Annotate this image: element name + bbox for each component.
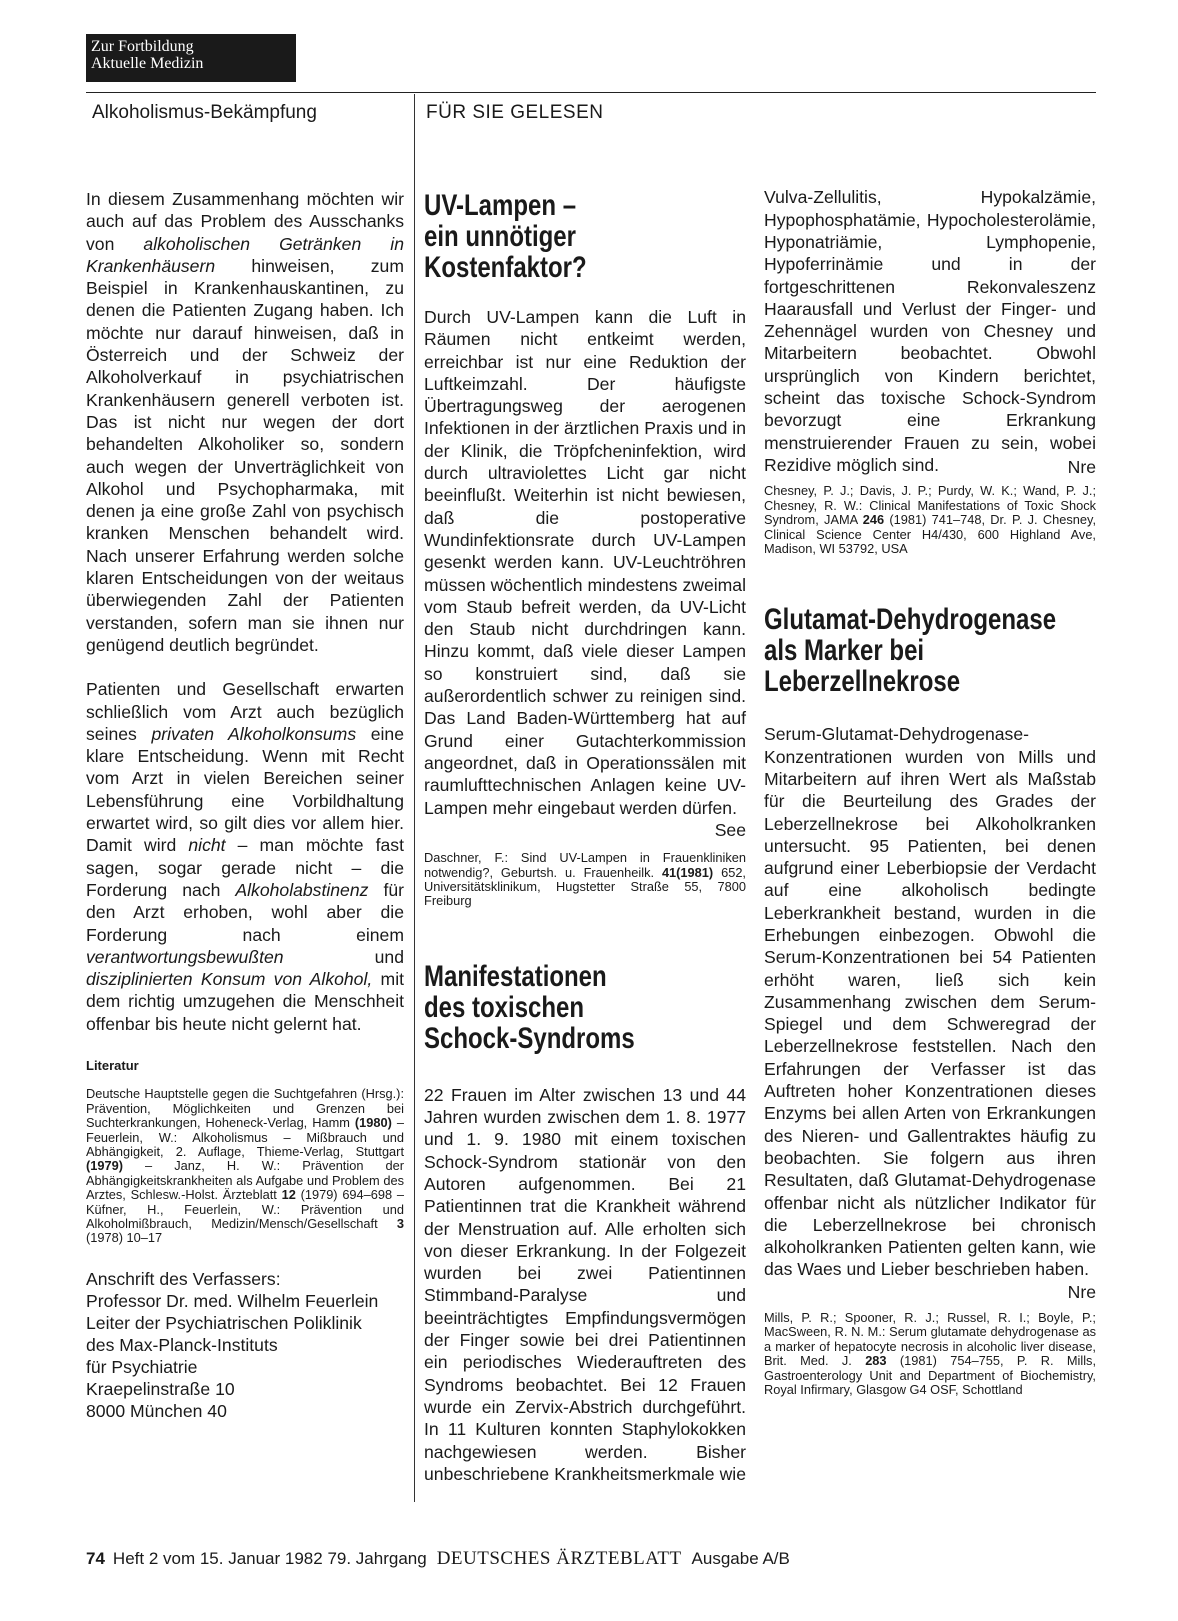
badge-line-1: Zur Fortbildung [91,38,194,55]
address-line: für Psychiatrie [86,1356,198,1377]
header-rule [86,92,1096,93]
section-title-right: FÜR SIE GELESEN [426,102,604,123]
edition: Ausgabe A/B [691,1549,790,1568]
author-sign: Nre [1067,1281,1096,1302]
body-paragraph: Patienten und Gesellschaft erwarten schließlich vom Arzt auch bezüglich seines privaten Alkoholkonsums eine klare Entscheidung. Wenn mit Recht vom Arzt in vielen Bereichen seiner Lebensführung eine Vorbildhaltung erwartet wird, so gilt dies vor allem hier. Damit wird nicht – man möchte fast sagen, sogar gerade nicht – die Forderung nach Alkoholabstinenz für den Arzt erhoben, wohl aber die Forderung nach einem verantwortungsbewußten und disziplinierten Konsum von Alkohol, mit dem richtig umzugehen die Menschheit offenbar bis heute nicht gelernt hat. [86,679,405,1034]
journal-name: DEUTSCHES ÄRZTEBLATT [436,1548,682,1569]
page-number: 74 [86,1549,105,1568]
article-body-glutamat: Serum-Glutamat-Dehydrogenase-Konzentrationen wurden von Mills und Mitarbeitern auf ihren Wert als Maßstab für die Beurteilung des Grades der Leberzellnekrose bei Alkoholkranken untersucht. 95 Patienten, bei denen aufgrund einer Leberbiopsie der Verdacht auf eine alkoholisch bedingte Leberkrankheit bestand, wurden in die Erhebungen einbezogen. Obwohl die Serum-Konzentrationen bei 54 Patienten erhöht waren, ließ sich kein Zusammenhang zwischen dem Serum-Spiegel und dem Schweregrad der Leberzellnekrose feststellen. Nach den Erfahrungen der Verfasser ist das Auftreten hoher Konzentrationen dieses Enzyms bei allen Arten von Erkrankungen des Nieren- und Gallentraktes häufig zu beobachten. Sie folgern aus ihren Resultaten, daß Glutamat-Dehydrogenase offenbar nicht als nützlicher Indikator für die Leberzellnekrose bei chronisch alkoholkranken Patienten gelten kann, wie das Waes und Lieber beschrieben haben. Nre [764,724,1096,1302]
author-sign: See [714,819,746,840]
section-title-left: Alkoholismus-Bekämpfung [92,102,317,123]
column-middle [424,306,746,1487]
address-line: Anschrift des Verfassers: [86,1268,281,1289]
article-title-glutamat: Glutamat-Dehydrogenase als Marker bei Leberzellnekrose [764,603,1057,699]
article-reference-glutamat: Mills, P. R.; Spooner, R. J.; Russel, R. I.; Boyle, P.; MacSween, R. N. M.: Serum glutamate dehydrogenase as a marker of hepatocyte necrosis in alcoholic liver disease, Brit. Med. J. 283 (1981) 754–755, P. R. Mills, Gastroenterology Unit and Department of Biochemistry, Royal Infirmary, Glasgow G4 OSF, Schottland [764,1310,1096,1398]
address-line: des Max-Planck-Instituts [86,1334,278,1355]
article-body-schock-syndrom: 22 Frauen im Alter zwischen 13 und 44 Jahren wurden zwischen dem 1. 8. 1977 und 1. 9. 1980 mit einem toxischen Schock-Syndrom stationär von den Autoren aufgenommen. Bei 21 Patientinnen trat die Krankheit während der Menstruation auf. Alle erholten sich von dieser Erkrankung. In der Folgezeit wurden bei zwei Patientinnen Stimmband-Paralyse und beeinträchtigtes Empfindungsvermögen der Finger sowie bei drei Patientinnen ein periodisches Wiederauftreten des Syndroms beobachtet. Bei 12 Frauen wurde ein Zervix-Abstrich durchgeführt. In 11 Kulturen konnten Staphylokokken nachgewiesen werden. Bisher unbeschriebene Krankheitsmerkmale wie [424,1084,746,1484]
author-address [86,1268,404,1422]
column-divider [414,94,415,1502]
issue-info: Heft 2 vom 15. Januar 1982 79. Jahrgang [112,1549,427,1568]
literature-list: Deutsche Hauptstelle gegen die Suchtgefahren (Hrsg.): Prävention, Möglichkeiten und Grenzen bei Suchterkrankungen, Hoheneck-Verlag, Hamm (1980) – Feuerlein, W.: Alkoholismus – Mißbrauch und Abhängigkeit, 2. Auflage, Thieme-Verlag, Stuttgart (1979) – Janz, H. W.: Prävention der Abhängigkeitskrankheiten als Aufgabe und Problem des Arztes, Schlesw.-Holst. Ärzteblatt 12 (1979) 694–698 – Küfner, H., Feuerlein, W.: Prävention und Alkoholmißbrauch, Medizin/Mensch/Gesellschaft 3 (1978) 10–17 [86,1086,404,1246]
body-paragraph: In diesem Zusammenhang möchten wir auch auf das Problem des Ausschanks von alkoholischen Getränken in Krankenhäusern hinweisen, zum Beispiel in Krankenhauskantinen, zu denen die Patienten Zugang haben. Ich möchte nur darauf hinweisen, daß in Österreich und der Schweiz der Alkoholverkauf in psychiatrischen Krankenhäusern generell verboten ist. Das ist nicht nur wegen der dort behandelten Alkoholiker so, sondern auch wegen der Unverträglichkeit von Alkohol und Psychopharmaka, mit denen ja eine große Zahl von psychisch kranken Menschen behandelt wird. Nach unserer Erfahrung werden solche klaren Entscheidungen von der weitaus überwiegenden Zahl der Patienten verstanden, sofern man sie ihnen nur genügend deutlich begründet. [86,189,404,655]
article-reference-uv-lampen: Daschner, F.: Sind UV-Lampen in Frauenkliniken notwendig?, Geburtsh. u. Frauenheilk. 41(1981) 652, Universitätsklinikum, Hugstetter Straße 55, 7800 Freiburg [424,850,746,909]
article-title-schock-syndrom: Manifestationen des toxischen Schock-Syndroms [424,959,635,1055]
article-body-schock-syndrom-continued: Vulva-Zellulitis, Hypokalzämie, Hypophosphatämie, Hypocholesterolämie, Hyponatriämie, Lymphopenie, Hypoferrinämie und in der fortgeschrittenen Rekonvaleszenz Haarausfall und Verlust der Finger- und Zehennägel wurden von Chesney und Mitarbeitern beobachtet. Obwohl ursprünglich von Kindern berichtet, scheint das toxische Schock-Syndrom bevorzugt eine Erkrankung menstruierender Frauen zu sein, wobei Rezidive möglich sind. [764,188,1096,475]
literature-heading: Literatur [86,1057,139,1073]
page-footer [86,1548,790,1570]
article-body-uv-lampen: Durch UV-Lampen kann die Luft in Räumen nicht entkeimt werden, erreichbar ist nur eine Reduktion der Luftkeimzahl. Der häufigste Übertragungsweg der aerogenen Infektionen in der ärztlichen Praxis und in der Klinik, die Tröpfcheninfektion, wird durch ultraviolettes Licht gar nicht beeinflußt. Weiterhin ist nicht bewiesen, daß die postoperative Wundinfektionsrate durch UV-Lampen gesenkt werden kann. UV-Leuchtröhren müssen wöchentlich mindestens zweimal vom Staub befreit werden, da UV-Licht den Staub nicht durchdringen kann. Hinzu kommt, daß viele dieser Lampen so konstruiert sind, daß sie außerordentlich schwer zu reinigen sind. Das Land Baden-Württemberg hat auf Grund einer Gutachterkommission angeordnet, daß in Operationssälen mit raumlufttechnischen Anlagen keine UV-Lampen mehr eingebaut werden dürfen. See [424,307,746,840]
author-sign: Nre [1067,457,1096,477]
column-right [764,188,1096,1397]
article-reference-schock-syndrom: Chesney, P. J.; Davis, J. P.; Purdy, W. K.; Wand, P. J.; Chesney, R. W.: Clinical Manifestations of Toxic Shock Syndrom, JAMA 246 (1981) 741–748, Dr. P. J. Chesney, Clinical Science Center H4/430, 600 Highland Ave, Madison, WI 53792, USA [764,483,1097,556]
badge-line-2: Aktuelle Medizin [91,55,204,72]
article-title-uv-lampen: UV-Lampen – ein unnötiger Kostenfaktor? [424,189,587,284]
column-left [86,188,404,1422]
address-line: 8000 München 40 [86,1400,227,1421]
address-line: Kraepelinstraße 10 [86,1378,235,1399]
address-line: Leiter der Psychiatrischen Poliklinik [86,1312,362,1333]
section-badge [86,34,296,82]
address-line: Professor Dr. med. Wilhelm Feuerlein [86,1290,379,1311]
